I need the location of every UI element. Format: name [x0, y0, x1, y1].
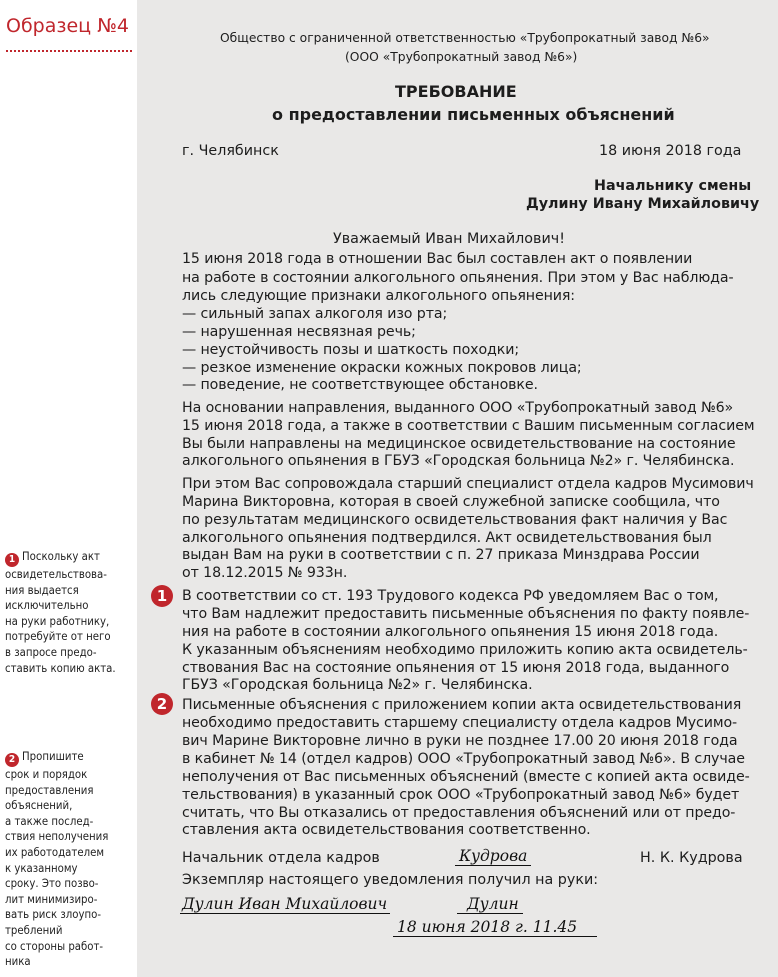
paragraph-3-line: выдан Вам на руки в соответствии с п. 27 приказа Минздрава России — [182, 547, 700, 563]
note-line: срок и порядок — [5, 768, 88, 781]
paragraph-5-marker: 2 — [151, 693, 173, 715]
note-line: освидетельствова- — [5, 568, 107, 581]
paragraph-4-line: ствования Вас на состояние опьянения от 15 июня 2018 года, выданного — [182, 660, 730, 676]
note-line: ния выдается — [5, 583, 79, 597]
paragraph-2-line: Вы были направлены на медицинское освидетельствование на состояние — [182, 436, 736, 452]
org-name: Общество с ограниченной ответственностью «Трубопрокатный завод №6» — [220, 31, 710, 45]
note-line: потребуйте от него — [5, 630, 111, 644]
addressee-name: Дулину Ивану Михайловичу — [526, 196, 760, 212]
paragraph-1-line: — поведение, не соответствующее обстановке. — [182, 377, 538, 393]
paragraph-2-line: На основании направления, выданного ООО «Трубопрокатный завод №6» — [182, 400, 734, 416]
org-short-name: (ООО «Трубопрокатный завод №6») — [345, 50, 578, 64]
paragraph-4-line: что Вам надлежит предоставить письменные объяснения по факту появле- — [182, 606, 750, 622]
document-date: 18 июня 2018 года — [599, 143, 742, 159]
note-2-number: 2 — [5, 753, 19, 767]
received-datetime: 18 июня 2018 г. 11.45 — [397, 918, 578, 936]
paragraph-5-line: необходимо предоставить старшему специалисту отдела кадров Мусимо- — [182, 715, 738, 731]
note-line: их работодателем — [5, 845, 104, 859]
recipient-name-underline — [180, 913, 390, 914]
signer-signature-underline — [455, 865, 531, 866]
note-line: исключительно — [5, 599, 89, 613]
paragraph-3-line: алкогольного опьянения подтвердился. Акт освидетельствования был — [182, 530, 712, 546]
note-line: вать риск злоупо- — [5, 908, 102, 922]
paragraph-2-line: 15 июня 2018 года, а также в соответствии с Вашим письменным согласием — [182, 418, 755, 434]
note-line: к указанному — [5, 861, 78, 875]
note-line: сроку. Это позво- — [5, 877, 99, 891]
paragraph-1-line: — резкое изменение окраски кожных покровов лица; — [182, 360, 582, 376]
paragraph-5-line: вич Марине Викторовне лично в руки не позднее 17.00 20 июня 2018 года — [182, 733, 738, 749]
note-1-number: 1 — [5, 553, 19, 567]
paragraph-4-line: К указанным объяснениям необходимо приложить копию акта освидетель- — [182, 642, 748, 658]
note-line: объяснений, — [5, 799, 73, 813]
recipient-signature: Дулин — [467, 895, 519, 913]
document-subtitle: о предоставлении письменных объяснений — [272, 105, 675, 124]
paragraph-2-line: алкогольного опьянения в ГБУЗ «Городская больница №2» г. Челябинска. — [182, 453, 735, 469]
note-line: предоставления — [5, 783, 94, 797]
note-line: ставить копию акта. — [5, 661, 116, 675]
recipient-signature-underline — [457, 913, 523, 914]
recipient-handwritten-name: Дулин Иван Михайлович — [182, 895, 388, 913]
paragraph-1-line: — нарушенная несвязная речь; — [182, 324, 416, 340]
sidebar-note-2 — [5, 749, 129, 970]
paragraph-3-line: Марина Викторовна, которая в своей служебной записке сообщила, что — [182, 494, 720, 510]
note-line: на руки работнику, — [5, 614, 110, 628]
signer-name: Н. К. Кудрова — [640, 850, 743, 866]
note-line: 2 Пропишите — [5, 749, 129, 767]
note-line: в запросе предо- — [5, 645, 97, 659]
note-line: 1 Поскольку акт — [5, 549, 129, 567]
paragraph-5-line: тельствования) в указанный срок ООО «Трубопрокатный завод №6» будет — [182, 787, 740, 803]
note-line: лит минимизиро- — [5, 892, 98, 906]
paragraph-1-line: — неустойчивость позы и шаткость походки; — [182, 342, 520, 358]
paragraph-5-line: неполучения от Вас письменных объяснений (вместе с копией акта освиде- — [182, 769, 750, 785]
paragraph-1-line: 15 июня 2018 года в отношении Вас был составлен акт о появлении — [182, 251, 693, 267]
paragraph-4-line: В соответствии со ст. 193 Трудового кодекса РФ уведомляем Вас о том, — [182, 588, 719, 604]
note-line: ствия неполучения — [5, 830, 109, 844]
paragraph-1-line: — сильный запах алкоголя изо рта; — [182, 306, 448, 322]
note-line: а также послед- — [5, 814, 94, 828]
paragraph-3-line: от 18.12.2015 № 933н. — [182, 565, 348, 581]
note-line: ника — [5, 955, 31, 969]
paragraph-1-line: на работе в состоянии алкогольного опьянения. При этом у Вас наблюда- — [182, 270, 734, 286]
paragraph-4-line: ния на работе в состоянии алкогольного опьянения 15 июня 2018 года. — [182, 624, 719, 640]
document-title: ТРЕБОВАНИЕ — [395, 82, 517, 101]
paragraph-3-line: по результатам медицинского освидетельствования факт наличия у Вас — [182, 512, 728, 528]
paragraph-5-line: ставления акта освидетельствования соответственно. — [182, 822, 591, 838]
greeting: Уважаемый Иван Михайлович! — [333, 231, 565, 247]
addressee-position: Начальнику смены — [594, 178, 752, 194]
dotted-divider — [6, 50, 132, 52]
city: г. Челябинск — [182, 143, 279, 159]
paragraph-4-marker: 1 — [151, 585, 173, 607]
signer-signature: Кудрова — [459, 847, 528, 865]
signer-position: Начальник отдела кадров — [182, 850, 380, 866]
paragraph-1-line: лись следующие признаки алкогольного опьянения: — [182, 288, 575, 304]
received-datetime-underline — [393, 936, 597, 937]
document-page — [137, 0, 778, 977]
note-line: треблений — [5, 923, 63, 937]
paragraph-3-line: При этом Вас сопровождала старший специалист отдела кадров Мусимович — [182, 476, 754, 492]
paragraph-4-line: ГБУЗ «Городская больница №2» г. Челябинска. — [182, 677, 533, 693]
paragraph-5-line: Письменные объяснения с приложением копии акта освидетельствования — [182, 697, 742, 713]
paragraph-5-line: в кабинет № 14 (отдел кадров) ООО «Трубопрокатный завод №6». В случае — [182, 751, 745, 767]
note-line: со стороны работ- — [5, 939, 104, 953]
received-note: Экземпляр настоящего уведомления получил на руки: — [182, 872, 599, 888]
sample-title: Образец №4 — [6, 15, 129, 37]
sidebar — [0, 0, 137, 977]
paragraph-5-line: считать, что Вы отказались от предоставления объяснений или от предо- — [182, 805, 736, 821]
sidebar-note-1 — [5, 549, 129, 676]
